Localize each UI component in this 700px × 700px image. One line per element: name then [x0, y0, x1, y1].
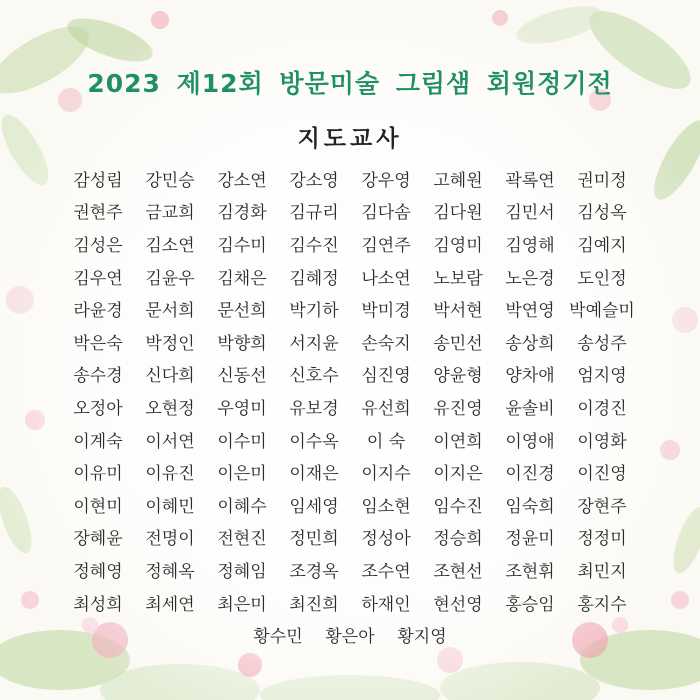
teacher-name: 곽록연 [505, 170, 555, 191]
teacher-name: 손숙지 [361, 333, 411, 354]
teacher-name: 최진희 [289, 594, 339, 615]
teacher-name: 정혜옥 [145, 561, 195, 582]
teacher-name: 박향희 [217, 333, 267, 354]
teacher-name: 이경진 [577, 398, 627, 419]
teacher-name: 노보람 [433, 268, 483, 289]
teacher-name: 정정미 [577, 529, 627, 550]
teacher-name: 조수연 [361, 561, 411, 582]
teacher-name: 권미정 [577, 170, 627, 191]
teacher-name: 정민희 [289, 529, 339, 550]
teacher-name: 임숙희 [505, 496, 555, 517]
teacher-name: 송민선 [433, 333, 483, 354]
teacher-name: 라윤경 [73, 301, 123, 322]
teacher-name: 김윤우 [145, 268, 195, 289]
teacher-name: 박기하 [289, 301, 339, 322]
name-row [60, 227, 640, 260]
teacher-name: 박예슬미 [569, 301, 635, 322]
teacher-name: 송성주 [577, 333, 627, 354]
teacher-name: 양윤형 [433, 366, 483, 387]
teacher-name: 노은경 [505, 268, 555, 289]
teacher-name: 하재인 [361, 594, 411, 615]
teacher-name: 정성아 [361, 529, 411, 550]
teacher-name: 김수미 [217, 235, 267, 256]
teacher-name: 김혜정 [289, 268, 339, 289]
teacher-name: 장현주 [577, 496, 627, 517]
teacher-name: 조경옥 [289, 561, 339, 582]
name-row [60, 260, 640, 293]
teacher-name: 정윤미 [505, 529, 555, 550]
teacher-name: 이지수 [361, 464, 411, 485]
teacher-name: 정승희 [433, 529, 483, 550]
teacher-name: 문선희 [217, 301, 267, 322]
name-row [60, 553, 640, 586]
teacher-name: 김채은 [217, 268, 267, 289]
teacher-name: 황은아 [325, 627, 375, 648]
teacher-name: 김경화 [217, 203, 267, 224]
teacher-name: 최세연 [145, 594, 195, 615]
teacher-name: 정혜임 [217, 561, 267, 582]
teacher-name: 김소연 [145, 235, 195, 256]
name-row [60, 325, 640, 358]
teacher-name: 김규리 [289, 203, 339, 224]
teacher-name: 황수민 [253, 627, 303, 648]
teacher-name: 양차애 [505, 366, 555, 387]
teacher-name: 유보경 [289, 398, 339, 419]
teacher-name: 강소영 [289, 170, 339, 191]
teacher-name: 나소연 [361, 268, 411, 289]
name-row [60, 390, 640, 423]
teacher-name: 윤솔비 [505, 398, 555, 419]
teacher-name: 박은숙 [73, 333, 123, 354]
teacher-name: 도인정 [577, 268, 627, 289]
teacher-name: 이혜수 [217, 496, 267, 517]
teacher-name: 이은미 [217, 464, 267, 485]
teacher-name: 이유미 [73, 464, 123, 485]
teacher-name: 전현진 [217, 529, 267, 550]
teacher-name: 이재은 [289, 464, 339, 485]
teacher-name: 박미경 [361, 301, 411, 322]
teacher-name: 최성희 [73, 594, 123, 615]
teacher-name: 김영미 [433, 235, 483, 256]
teacher-name: 감성림 [73, 170, 123, 191]
teacher-name-list [60, 162, 640, 651]
poster-title: 2023 제12회 방문미술 그림샘 회원정기전 [87, 69, 613, 98]
teacher-name: 김다원 [433, 203, 483, 224]
name-row [60, 292, 640, 325]
teacher-name: 이계숙 [73, 431, 123, 452]
teacher-name: 조현휘 [505, 561, 555, 582]
teacher-name: 박서현 [433, 301, 483, 322]
name-row [60, 195, 640, 228]
teacher-name: 이혜민 [145, 496, 195, 517]
teacher-name: 이진영 [577, 464, 627, 485]
teacher-name: 오정아 [73, 398, 123, 419]
teacher-name: 우영미 [217, 398, 267, 419]
teacher-name: 이서연 [145, 431, 195, 452]
name-row [60, 618, 640, 651]
teacher-name: 이진경 [505, 464, 555, 485]
section-heading: 지도교사 [297, 126, 403, 152]
name-row [60, 488, 640, 521]
teacher-name: 현선영 [433, 594, 483, 615]
teacher-name: 황지영 [397, 627, 447, 648]
teacher-name: 김다솜 [361, 203, 411, 224]
teacher-name: 김예지 [577, 235, 627, 256]
teacher-name: 심진영 [361, 366, 411, 387]
teacher-name: 송수경 [73, 366, 123, 387]
teacher-name: 문서희 [145, 301, 195, 322]
teacher-name: 신호수 [289, 366, 339, 387]
teacher-name: 임소현 [361, 496, 411, 517]
teacher-name: 홍지수 [577, 594, 627, 615]
teacher-name: 전명이 [145, 529, 195, 550]
teacher-name: 김민서 [505, 203, 555, 224]
teacher-name: 박정인 [145, 333, 195, 354]
teacher-name: 홍승임 [505, 594, 555, 615]
teacher-name: 김우연 [73, 268, 123, 289]
teacher-name: 엄지영 [577, 366, 627, 387]
teacher-name: 박연영 [505, 301, 555, 322]
teacher-name: 금교희 [145, 203, 195, 224]
teacher-name: 이영애 [505, 431, 555, 452]
teacher-name: 오현정 [145, 398, 195, 419]
teacher-name: 임세영 [289, 496, 339, 517]
teacher-name: 유선희 [361, 398, 411, 419]
teacher-name: 이유진 [145, 464, 195, 485]
teacher-name: 임수진 [433, 496, 483, 517]
teacher-name: 신동선 [217, 366, 267, 387]
name-row [60, 455, 640, 488]
name-row [60, 586, 640, 619]
teacher-name: 김성옥 [577, 203, 627, 224]
teacher-name: 유진영 [433, 398, 483, 419]
teacher-name: 김수진 [289, 235, 339, 256]
teacher-name: 고혜원 [433, 170, 483, 191]
teacher-name: 김연주 [361, 235, 411, 256]
teacher-name: 신다희 [145, 366, 195, 387]
name-row [60, 521, 640, 554]
teacher-name: 김성은 [73, 235, 123, 256]
teacher-name: 이영화 [577, 431, 627, 452]
teacher-name: 이수옥 [289, 431, 339, 452]
teacher-name: 이수미 [217, 431, 267, 452]
name-row [60, 423, 640, 456]
teacher-name: 강민승 [145, 170, 195, 191]
teacher-name: 장혜윤 [73, 529, 123, 550]
teacher-name: 서지윤 [289, 333, 339, 354]
name-row [60, 162, 640, 195]
teacher-name: 최민지 [577, 561, 627, 582]
teacher-name: 강소연 [217, 170, 267, 191]
name-row [60, 358, 640, 391]
teacher-name: 이연희 [433, 431, 483, 452]
teacher-name: 조현선 [433, 561, 483, 582]
teacher-name: 강우영 [361, 170, 411, 191]
teacher-name: 이지은 [433, 464, 483, 485]
teacher-name: 권현주 [73, 203, 123, 224]
teacher-name: 최은미 [217, 594, 267, 615]
teacher-name: 정혜영 [73, 561, 123, 582]
teacher-name: 송상희 [505, 333, 555, 354]
teacher-name: 김영해 [505, 235, 555, 256]
teacher-name: 이 숙 [366, 431, 406, 452]
teacher-name: 이현미 [73, 496, 123, 517]
